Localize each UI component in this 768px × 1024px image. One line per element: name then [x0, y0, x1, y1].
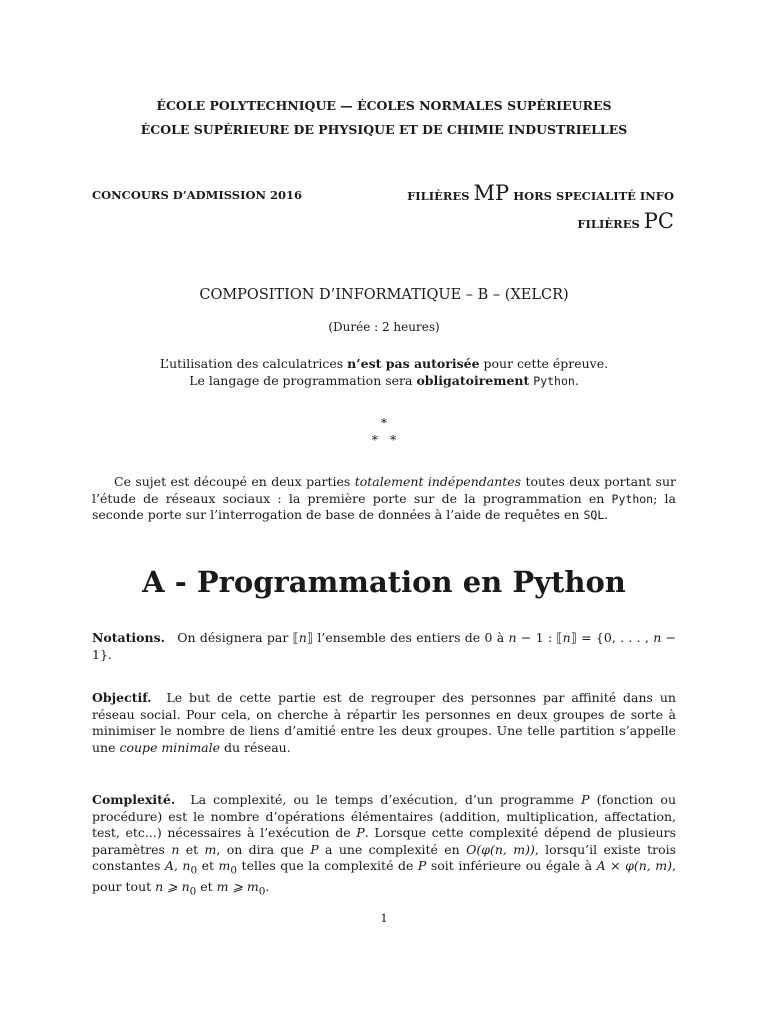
- rule-calculators: L’utilisation des calculatrices n’est pas autorisée pour cette épreuve.: [159, 356, 609, 371]
- star-bottom: * *: [371, 432, 397, 447]
- filiere-pc: PC: [643, 209, 674, 233]
- school-line-2: ÉCOLE SUPÉRIEURE DE PHYSIQUE ET DE CHIMIE INDUSTRIELLES: [140, 122, 628, 137]
- concours-label: CONCOURS D’ADMISSION 2016: [92, 188, 303, 202]
- school-header: [0, 94, 768, 142]
- star-top: *: [380, 415, 388, 430]
- duration: (Durée : 2 heures): [328, 320, 440, 334]
- notations-heading: Notations.: [92, 630, 165, 645]
- filieres-prefix: FILIÈRES: [577, 217, 640, 231]
- filiere-mp: MP: [473, 181, 510, 205]
- objectif-heading: Objectif.: [92, 690, 152, 705]
- filieres-block: [407, 181, 674, 237]
- complexite-heading: Complexité.: [92, 792, 176, 807]
- school-line-1: ÉCOLE POLYTECHNIQUE — ÉCOLES NORMALES SUPÉRIEURES: [156, 98, 612, 113]
- filieres-prefix: FILIÈRES: [407, 189, 470, 203]
- objectif-paragraph: Objectif. Le but de cette partie est de regrouper des personnes par affinité dans un réseau social. Pour cela, on cherche à répartir les personnes en deux groupes de sorte à minimiser le nombre de liens d’amitié entre les deux groupes. Une telle partition s’appelle une coupe minimale du réseau.: [92, 690, 676, 755]
- notations-paragraph: Notations. On désignera par ⟦n⟧ l’ensemble des entiers de 0 à n − 1 : ⟦n⟧ = {0, . . . , n − 1}.: [92, 630, 677, 662]
- exam-rules: [0, 356, 768, 389]
- part-a-title: A - Programmation en Python: [142, 565, 626, 599]
- intro-paragraph: Ce sujet est découpé en deux parties totalement indépendantes toutes deux portant sur l’étude de réseaux sociaux : la première porte sur de la programmation en Python; la seconde porte sur l’interrogation de base de données à l’aide de requêtes en SQL.: [92, 474, 676, 522]
- rule-language: Le langage de programmation sera obligatoirement Python.: [189, 372, 579, 388]
- filieres-pc-line: [407, 209, 674, 237]
- composition-title: COMPOSITION D’INFORMATIQUE – B – (XELCR): [199, 287, 569, 303]
- complexite-paragraph: Complexité. La complexité, ou le temps d’exécution, d’un programme P (fonction ou procédure) est le nombre d’opérations élémentaires (addition, multiplication, affectation, test, etc...) nécessaires à l’exécution de P. Lorsque cette complexité dépend de plusieurs paramètres n et m, on dira que P a une complexité en O(φ(n, m)), lorsqu’il existe trois constantes A, $n_0$ et $m_0$ telles que la complexité de P soit inférieure ou égale à A × φ(n, m), pour tout n ⩾ $n_0$ et m ⩾ $m_0$.: [92, 792, 677, 898]
- filieres-suffix: HORS SPECIALITÉ INFO: [513, 189, 674, 203]
- filieres-mp-line: [407, 181, 674, 209]
- page-number: 1: [380, 911, 388, 925]
- separator-stars: [0, 414, 768, 448]
